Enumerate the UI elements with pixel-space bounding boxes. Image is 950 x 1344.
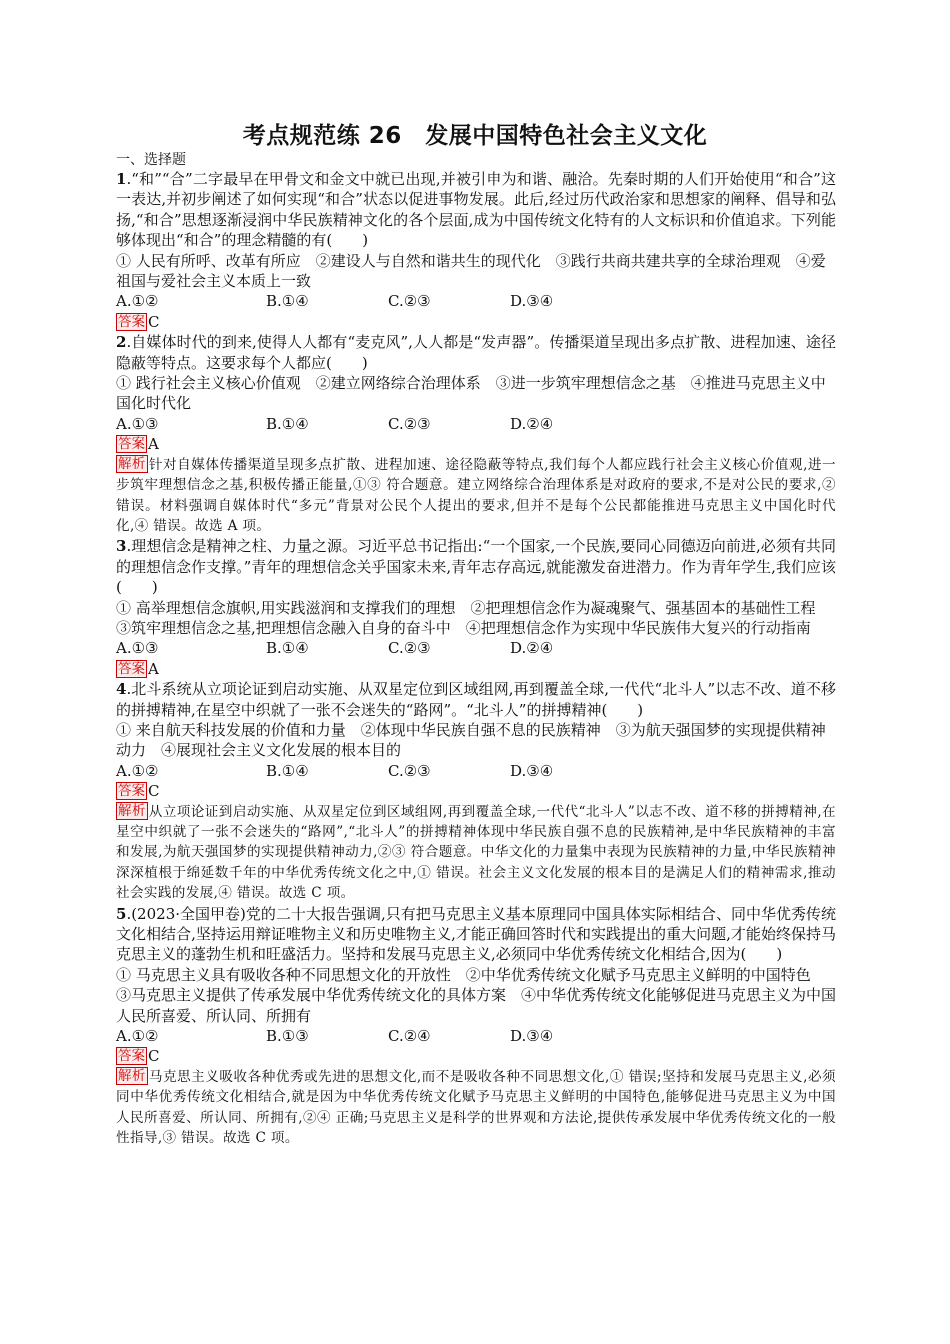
- explanation: [116, 455, 836, 537]
- question-block: [116, 332, 836, 536]
- option-c: C.②③: [388, 414, 431, 433]
- question-block: [116, 679, 836, 903]
- question-stem: [116, 169, 836, 251]
- answer-row: [116, 781, 836, 801]
- option-a: A.①②: [116, 1027, 159, 1046]
- answer-tag: 答案: [118, 783, 145, 800]
- answer-value: C: [148, 312, 160, 331]
- question-number: 1: [116, 170, 127, 188]
- question-number: 2: [116, 333, 127, 352]
- question-block: [116, 536, 836, 679]
- question-number: 3: [116, 537, 127, 556]
- answer-tag: 答案: [118, 1048, 145, 1065]
- explanation: [116, 1067, 836, 1149]
- question-stem: [116, 679, 836, 720]
- option-b: B.①④: [266, 292, 309, 311]
- answer-row: [116, 1046, 836, 1066]
- question-text: .自媒体时代的到来,使得人人都有“麦克风”,人人都是“发声器”。传播渠道呈现出多点扩散、进程加速、途径隐蔽等特点。这要求每个人都应( ): [116, 333, 836, 372]
- answer-options: [116, 638, 836, 658]
- question-text: .理想信念是精神之柱、力量之源。习近平总书记指出:“一个国家,一个民族,要同心同德迈向前进,必须有共同的理想信念作支撑。”青年的理想信念关乎国家未来,青年志存高远,就能激发奋进潜力。作为青年学生,我们应该( ): [116, 537, 836, 597]
- option-d: D.②④: [510, 414, 554, 433]
- explanation-text: 马克思主义吸收各种优秀或先进的思想文化,而不是吸收各种不同思想文化,① 错误;坚持和发展马克思主义,必须同中华优秀传统文化相结合,就是因为中华优秀传统文化赋予马克思主义鲜明的中国特色,能够促进马克思主义为中国人民所喜爱、所认同、所拥有,②④ 正确;马克思主义是科学的世界观和方法论,提供传承发展中华优秀传统文化的一般性指导,③ 错误。故选 C 项。: [116, 1068, 836, 1147]
- question-text: .“和”“合”二字最早在甲骨文和金文中就已出现,并被引申为和谐、融洽。先秦时期的人们开始使用“和合”这一表达,并初步阐述了如何实现“和合”状态以促进事物发展。此后,经过历代政治家和思想家的阐释、倡导和弘扬,“和合”思想逐渐浸润中华民族精神文化的各个层面,成为中国传统文化特有的人文标识和价值追求。下列能够体现出“和合”的理念精髓的有( ): [116, 170, 836, 250]
- question-stem: [116, 332, 836, 373]
- option-c: C.②③: [388, 639, 431, 658]
- question-number: 5: [116, 904, 127, 923]
- answer-row: [116, 434, 836, 454]
- answer-options: [116, 414, 836, 434]
- section-heading: 一、选择题: [116, 152, 186, 168]
- question-stem: [116, 536, 836, 597]
- option-b: B.①④: [266, 639, 309, 658]
- option-d: D.③④: [510, 761, 554, 780]
- explanation-tag: 解析: [118, 1067, 146, 1084]
- answer-tag: 答案: [118, 313, 145, 330]
- explanation-text: 从立项论证到启动实施、从双星定位到区域组网,再到覆盖全球,一代代“北斗人”以志不改、道不移的拼搏精神,在星空中织就了一张不会迷失的“路网”,“北斗人”的拼搏精神体现中华民族自强不息的民族精神,是中华民族精神的丰富和发展,为航天强国梦的实现提供精神动力,②③ 符合题意。中华文化的力量集中表现为民族精神的力量,中华民族精神深深植根于绵延数千年的中华优秀传统文化之中,① 错误。社会主义文化发展的根本目的是满足人们的精神需求,推动社会实践的发展,④ 错误。故选 C 项。: [116, 803, 836, 902]
- answer-options: [116, 1026, 836, 1046]
- option-b: B.①④: [266, 414, 309, 433]
- option-b: B.①④: [266, 761, 309, 780]
- answer-row: [116, 659, 836, 679]
- option-a: A.①③: [116, 639, 159, 658]
- option-d: D.③④: [510, 1027, 554, 1046]
- option-a: A.①②: [116, 761, 159, 780]
- page-title: 考点规范练 26 发展中国特色社会主义文化: [242, 123, 708, 149]
- answer-tag: 答案: [118, 436, 145, 453]
- question-statements: ① 来自航天科技发展的价值和力量 ②体现中华民族自强不息的民族精神 ③为航天强国梦的实现提供精神动力 ④展现社会主义文化发展的根本目的: [116, 720, 826, 760]
- answer-value: A: [148, 659, 159, 678]
- answer-value: A: [148, 435, 159, 454]
- question-stem: [116, 904, 836, 965]
- option-d: D.③④: [510, 292, 554, 311]
- question-list: [116, 151, 836, 1149]
- question-statements: ① 马克思主义具有吸收各种不同思想文化的开放性 ②中华优秀传统文化赋予马克思主义鲜明的中国特色 ③马克思主义提供了传承发展中华优秀传统文化的具体方案 ④中华优秀传统文化能够促进马克思主义为中国人民所喜爱、所认同、所拥有: [116, 965, 837, 1025]
- explanation-tag: 解析: [118, 802, 146, 819]
- option-c: C.②④: [388, 1027, 431, 1046]
- option-a: A.①②: [116, 292, 159, 311]
- question-statements: ① 高举理想信念旗帜,用实践滋润和支撑我们的理想 ②把理想信念作为凝魂聚气、强基固本的基础性工程 ③筑牢理想信念之基,把理想信念融入自身的奋斗中 ④把理想信念作为实现中华民族伟大复兴的行动指南: [116, 598, 831, 637]
- question-block: [116, 169, 836, 332]
- explanation: [116, 802, 836, 904]
- option-d: D.②④: [510, 639, 554, 658]
- explanation-text: 针对自媒体传播渠道呈现多点扩散、进程加速、途径隐蔽等特点,我们每个人都应践行社会主义核心价值观,进一步筑牢理想信念之基,积极传播正能量,①③ 符合题意。建立网络综合治理体系是对政府的要求,不是对公民的要求,② 错误。材料强调自媒体时代“多元”背景对公民个人提出的要求,但并不是每个公民都能推进马克思主义中国化时代化,④ 错误。故选 A 项。: [116, 456, 836, 534]
- question-statements: ① 践行社会主义核心价值观 ②建立网络综合治理体系 ③进一步筑牢理想信念之基 ④推进马克思主义中国化时代化: [116, 374, 826, 413]
- answer-value: C: [148, 782, 160, 801]
- answer-row: [116, 312, 836, 332]
- question-block: [116, 904, 836, 1149]
- option-a: A.①③: [116, 414, 159, 433]
- answer-tag: 答案: [118, 660, 145, 677]
- option-c: C.②③: [388, 292, 431, 311]
- question-number: 4: [116, 680, 127, 699]
- option-c: C.②③: [388, 761, 431, 780]
- explanation-tag: 解析: [118, 455, 146, 472]
- option-b: B.①③: [266, 1027, 309, 1046]
- question-text: .北斗系统从立项论证到启动实施、从双星定位到区域组网,再到覆盖全球,一代代“北斗人”以志不改、道不移的拼搏精神,在星空中织就了一张不会迷失的“路网”。“北斗人”的拼搏精神( ): [116, 680, 836, 719]
- question-statements: ① 人民有所呼、改革有所应 ②建设人与自然和谐共生的现代化 ③践行共商共建共享的全球治理观 ④爱祖国与爱社会主义本质上一致: [116, 251, 826, 291]
- answer-options: [116, 761, 836, 781]
- question-text: .(2023·全国甲卷)党的二十大报告强调,只有把马克思主义基本原理同中国具体实际相结合、同中华优秀传统文化相结合,坚持运用辩证唯物主义和历史唯物主义,才能正确回答时代和实践提出的重大问题,才能始终保持马克思主义的蓬勃生机和旺盛活力。坚持和发展马克思主义,必须同中华优秀传统文化相结合,因为( ): [116, 904, 836, 964]
- answer-options: [116, 291, 836, 311]
- answer-value: C: [148, 1047, 160, 1066]
